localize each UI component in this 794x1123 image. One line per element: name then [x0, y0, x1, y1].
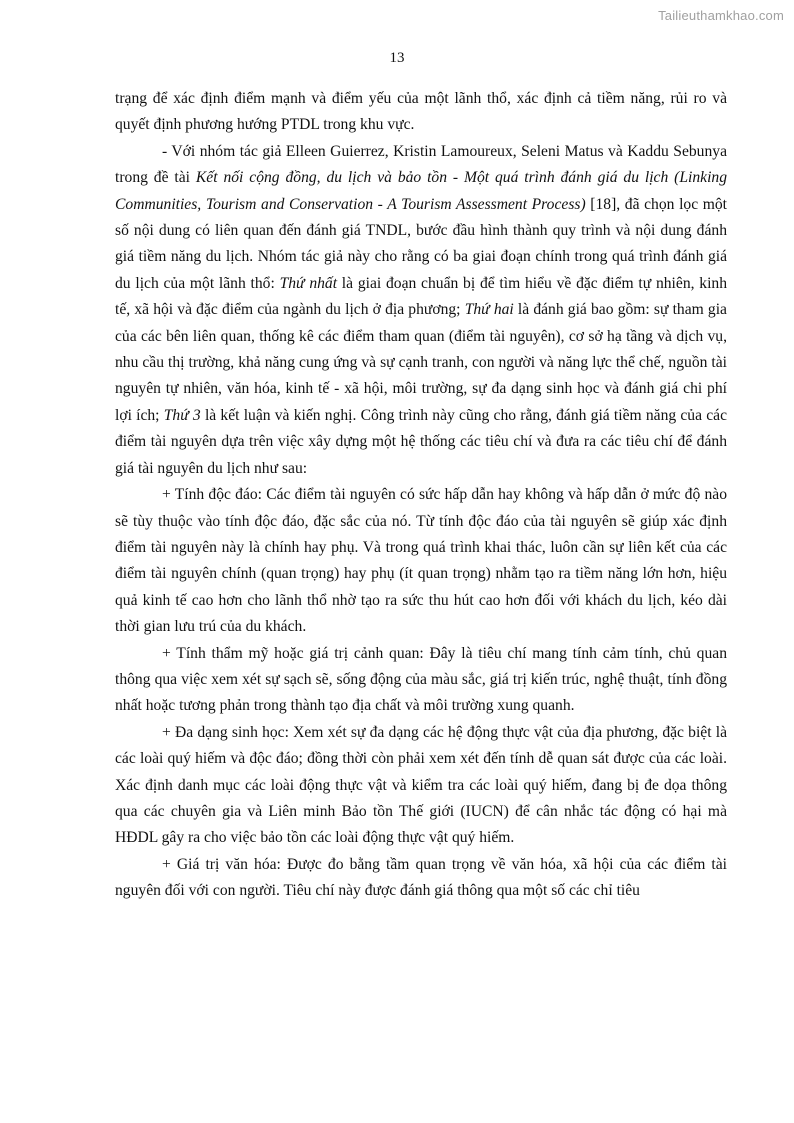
paragraph-uniqueness: + Tính độc đáo: Các điểm tài nguyên có sức hấp dẫn hay không và hấp dẫn ở mức độ nào sẽ tùy thuộc vào tính độc đáo, đặc sắc của nó. Từ tính độc đáo của tài nguyên sẽ giúp xác định điểm tài nguyên này là chính hay phụ. Và trong quá trình khai thác, luôn cần sự liên kết của các điểm tài nguyên chính (quan trọng) hay phụ (ít quan trọng) nhằm tạo ra tiềm năng lớn hơn, hiệu quả kinh tế cao hơn cho lãnh thổ nhờ tạo ra sức thu hút cao hơn đối với khách du lịch, kéo dài thời gian lưu trú của du khách. — [115, 486, 727, 636]
watermark: Tailieuthamkhao.com — [658, 8, 784, 23]
paragraph-author-group — [115, 139, 727, 482]
text-run: là đánh giá bao gồm: sự tham gia của các bên liên quan, thống kê các điểm tham quan (điểm tài nguyên), cơ sở hạ tầng và dịch vụ, nhu cầu thị trường, khả năng cung ứng và sự cạnh tranh, con người và năng lực thể chế, nguồn tài nguyên tự nhiên, văn hóa, kinh tế - xã hội, môi trường, sự đa dạng sinh học và đánh giá chi phí lợi ích; — [115, 301, 727, 424]
text-run: [18], đã chọn lọc một số nội dung có liên quan đến đánh giá TNDL, bước đầu hình thành quy trình và nội dung đánh giá tiềm năng du lịch. Nhóm tác giả này cho rằng có ba giai đoạn chính trong quá trình đánh giá du lịch của một lãnh thổ: — [115, 195, 728, 292]
text-run: - Với nhóm tác giả Elleen Guierrez, Kristin Lamoureux, Seleni Matus và Kaddu Sebunya trong đề tài — [115, 142, 727, 187]
paragraph-aesthetics: + Tính thẩm mỹ hoặc giá trị cảnh quan: Đây là tiêu chí mang tính cảm tính, chủ quan thông qua việc xem xét sự sạch sẽ, sống động của màu sắc, giá trị kiến trúc, nghệ thuật, tính đồng nhất hoặc tương phản trong thành tạo địa chất và môi trường xung quanh. — [115, 644, 727, 715]
italic-stage-third: Thứ 3 — [163, 406, 201, 424]
body-text — [115, 86, 727, 905]
paragraph-biodiversity: + Đa dạng sinh học: Xem xét sự đa dạng các hệ động thực vật của địa phương, đặc biệt là các loài quý hiếm và độc đáo; đồng thời còn phải xem xét đến tính dễ quan sát được của các loài. Xác định danh mục các loài động thực vật và kiểm tra các loài quý hiếm, đang bị đe dọa thông qua các chuyên gia và Liên minh Bảo tồn Thế giới (IUCN) để cân nhắc tác động có hại mà HĐDL gây ra cho việc bảo tồn các loài động thực vật quý hiếm. — [115, 723, 727, 847]
text-run: là kết luận và kiến nghị. Công trình này cũng cho rằng, đánh giá tiềm năng của các điểm tài nguyên dựa trên việc xây dựng một hệ thống các tiêu chí và đưa ra các tiêu chí để đánh giá tài nguyên du lịch như sau: — [115, 406, 728, 477]
italic-stage-second: Thứ hai — [464, 301, 514, 319]
italic-project-title: Kết nối cộng đồng, du lịch và bảo tồn - Một quá trình đánh giá du lịch (Linking Communities, Tourism and Conservation - A Tourism Assessment Process) — [115, 169, 727, 213]
page-number: 13 — [389, 50, 405, 66]
paragraph-continuation: trạng để xác định điểm mạnh và điểm yếu của một lãnh thổ, xác định cả tiềm năng, rủi ro và quyết định phương hướng PTDL trong khu vực. — [115, 90, 727, 134]
italic-stage-first: Thứ nhất — [279, 274, 338, 292]
paragraph-cultural-value: + Giá trị văn hóa: Được đo bằng tầm quan trọng về văn hóa, xã hội của các điểm tài nguyên đối với con người. Tiêu chí này được đánh giá thông qua một số các chỉ tiêu — [115, 855, 727, 900]
text-run: là giai đoạn chuẩn bị để tìm hiểu về đặc điểm tự nhiên, kinh tế, xã hội và đặc điểm của ngành du lịch ở địa phương; — [115, 274, 727, 319]
